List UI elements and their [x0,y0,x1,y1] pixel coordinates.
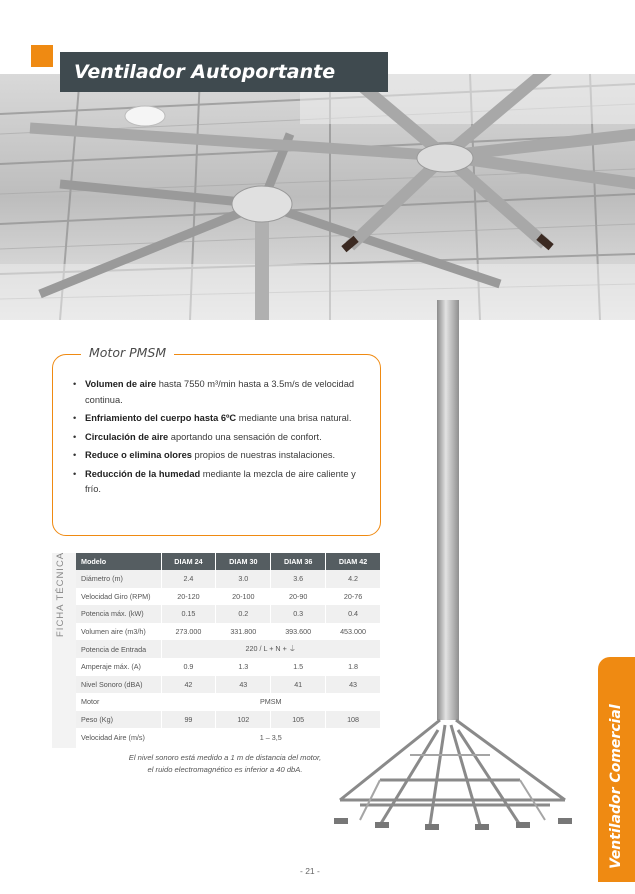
list-item [73,430,373,446]
table-cell: 20-76 [326,588,381,606]
table-row [76,728,381,746]
table-cell: 0.9 [161,658,216,676]
table-row [76,640,381,658]
table-cell: 4.2 [326,570,381,588]
list-item [73,377,373,408]
list-item [73,411,373,427]
table-cell: 1 – 3,5 [161,728,381,746]
table-row [76,711,381,729]
table-cell: 20-100 [216,588,271,606]
feature-bold: Circulación de aire [85,431,169,442]
motor-features-box [52,345,381,536]
feature-text: aportando una sensación de confort. [168,431,322,442]
motor-title: Motor PMSM [81,345,174,360]
table-cell: Diámetro (m) [76,570,161,588]
table-cell: 102 [216,711,271,729]
column-header: Modelo [76,553,161,570]
table-row [76,693,381,711]
table-row [76,623,381,641]
table-row [76,605,381,623]
table-cell: 3.0 [216,570,271,588]
table-row [76,658,381,676]
feature-text: mediante la mezcla de aire caliente y frío. [85,468,356,494]
feature-bold: Reducción de la humedad [85,468,201,479]
table-cell: Amperaje máx. (A) [76,658,161,676]
table-cell: Potencia de Entrada [76,640,161,658]
feature-text: mediante una brisa natural. [236,413,352,423]
table-cell: Velocidad Aire (m/s) [76,728,161,746]
table-cell: 273.000 [161,623,216,641]
table-cell: 220 / L + N + ⏚ [161,640,381,658]
feature-bold: Reduce o elimina olores [85,450,192,460]
list-item [73,448,373,464]
table-cell: 108 [326,711,381,729]
spec-table [76,553,381,746]
accent-square [31,45,53,67]
table-cell: 1.5 [271,658,326,676]
table-cell: 0.15 [161,605,216,623]
table-cell: 1.8 [326,658,381,676]
table-cell: 20-90 [271,588,326,606]
table-cell: Motor [76,693,161,711]
column-header: DIAM 42 [326,553,381,570]
side-tab-label: Ventilador Comercial [608,704,624,869]
noise-note [100,752,350,776]
motor-feature-list [73,377,373,501]
column-header: DIAM 30 [216,553,271,570]
table-row [76,676,381,694]
page-number: - 21 - [300,866,320,876]
feature-text: propios de nuestras instalaciones. [191,450,336,460]
feature-bold: Enfriamiento del cuerpo hasta 6ºC [85,413,237,423]
table-cell: PMSM [161,693,381,711]
table-cell: Peso (Kg) [76,711,161,729]
table-cell: 105 [271,711,326,729]
table-row [76,588,381,606]
table-cell: 3.6 [271,570,326,588]
ficha-tecnica-label: FICHA TÉCNICA [55,551,66,637]
note-line: El nivel sonoro está medido a 1 m de distancia del motor, [128,753,322,762]
table-header-row [76,553,381,570]
table-row [76,570,381,588]
list-item [73,467,373,498]
note-line: el ruido electromagnético es inferior a 40 dbA. [147,765,303,774]
table-cell: 0.3 [271,605,326,623]
table-cell: 43 [326,676,381,694]
table-cell: 331.800 [216,623,271,641]
table-cell: 1.3 [216,658,271,676]
table-cell: Nivel Sonoro (dBA) [76,676,161,694]
column-header: DIAM 36 [271,553,326,570]
feature-bold: Volumen de aire [85,379,157,389]
table-cell: 0.4 [326,605,381,623]
table-cell: 20-120 [161,588,216,606]
table-cell: Volumen aire (m3/h) [76,623,161,641]
hero-photo [0,74,635,320]
table-cell: Velocidad Giro (RPM) [76,588,161,606]
title-bar [60,52,388,92]
table-cell: 42 [161,676,216,694]
table-cell: 99 [161,711,216,729]
side-category-tab [598,657,635,882]
table-cell: 453.000 [326,623,381,641]
page-title: Ventilador Autoportante [74,61,336,83]
feature-text: hasta 7550 m³/min hasta a 3.5m/s de velocidad continua. [85,379,355,405]
table-cell: 2.4 [161,570,216,588]
table-cell: 43 [216,676,271,694]
table-cell: 0.2 [216,605,271,623]
column-header: DIAM 24 [161,553,216,570]
table-cell: Potencia máx. (kW) [76,605,161,623]
table-cell: 41 [271,676,326,694]
table-cell: 393.600 [271,623,326,641]
